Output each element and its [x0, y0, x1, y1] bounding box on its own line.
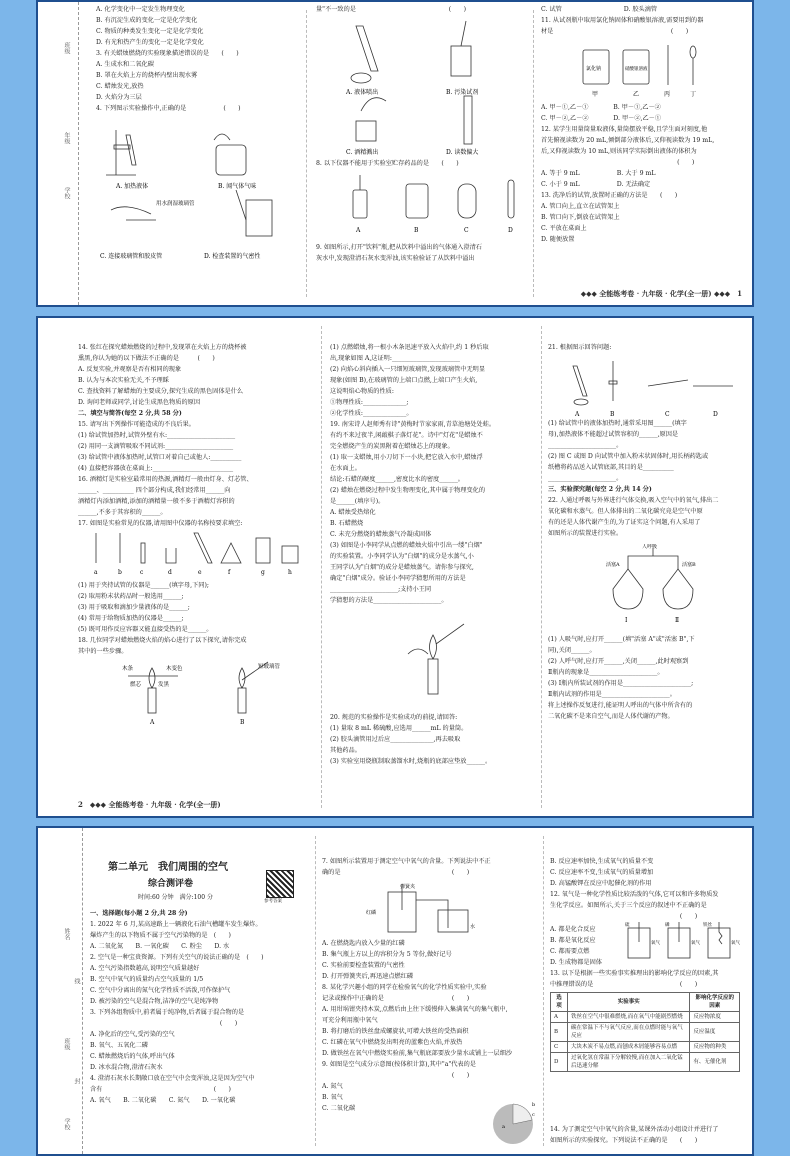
text-line: (2) 向焰心斜向插入一只细短玻璃管,发现玻璃管中无明显 — [330, 366, 486, 373]
text-line: D. 随便放置 — [541, 236, 575, 243]
page1-column-3-lower — [541, 102, 746, 245]
text-line: D. 高锰酸钾在反应中起催化剂的作用 — [550, 880, 652, 887]
text-line: B. 氧气 — [322, 1094, 343, 1101]
fig-label: Ⅱ — [675, 617, 680, 624]
text-line: 首先俯视读数为 20 mL,倾倒部分液体后,又仰视读数为 19 mL, — [541, 137, 715, 144]
text-line: 这说明焰心物质的性质: — [330, 388, 394, 395]
text-line: ①物理性质:______________; — [330, 399, 409, 406]
fig-label: 磷 — [665, 923, 670, 928]
section-heading: 二、填空与简答(每空 2 分,共 58 分) — [78, 410, 182, 417]
question-15: 15. 请写出下列操作可能造成的不良后果。 — [78, 421, 195, 428]
text-line: 其中的一些步骤。 — [78, 648, 128, 655]
text-line: 爆炸产生的以下物质不属于空气污染物的是 ( ) — [90, 932, 231, 939]
text-line: 生化学反应。如图所示,关于三个反应的叙述中不正确的是 — [550, 902, 707, 909]
binding-line — [78, 2, 79, 305]
text-line: B. 管口向下,倒放在试管架上 — [541, 214, 620, 221]
page2-column-2 — [330, 342, 535, 606]
text-line: (3) 用于吸取和滴加少量液体的是______; — [78, 604, 190, 611]
text-line: B. 集气瓶上方以上的容积分为 5 等份,做好记号 — [322, 951, 452, 958]
instr-label: c — [140, 569, 144, 576]
fig-label: 氧气 — [651, 941, 660, 946]
text-line: D. 打开弹簧夹后,再迅速点燃红磷 — [322, 973, 414, 980]
margin-label-school: 学校 — [63, 1118, 70, 1130]
text-line: 中推理错误的是 ( ) — [550, 981, 698, 988]
table-cell: 过氧化氢在常温下分解较慢,而在加入二氧化锰后迅速分解 — [568, 1053, 690, 1072]
bottle-label: 氯化钠 — [586, 66, 602, 72]
instr-label: d — [168, 569, 172, 576]
page2-column-2-lower — [330, 712, 535, 767]
option-label: B — [414, 227, 419, 234]
text-line: (1) 取一支蜡烛,用小刀切下一小块,把它放入水中,蜡烛浮 — [330, 454, 483, 461]
text-line: (1) 点燃蜡烛,将一根小木条迅速平放入火焰中,约 1 秒后取 — [330, 344, 489, 351]
table-row — [551, 1053, 740, 1072]
text-line: (1) 给试管加热时,试管外壁有水:______________________ — [78, 432, 236, 439]
text-line: 在水面上。 — [330, 465, 361, 472]
fig-label: 丁 — [690, 91, 697, 98]
text-line: 纸槽将药品送入试管底部,其目的是__________ — [548, 464, 674, 471]
question-16: 16. 酒精灯是实验室最常用的热源,酒精灯一般由灯身、灯芯管、 — [78, 476, 253, 483]
text-line: D. 询问老师或同学,讨论生成黑色物质的原因 — [78, 399, 201, 406]
bottle-label: 硝酸银溶液 — [625, 67, 648, 72]
column-separator — [541, 326, 542, 808]
text-line: ( ) — [550, 913, 698, 920]
text-line: A. 反复实验,并观察是否有相同的现象 — [78, 366, 182, 373]
fig-label: A — [150, 719, 155, 726]
question-21: 21. 根据图示回答问题: — [548, 344, 612, 351]
text-line: 二氧化碳不是来自空气,而是人体代谢的产物。 — [548, 713, 674, 720]
column-separator — [533, 10, 534, 297]
margin-label-name: 姓名 — [63, 928, 70, 940]
page1-column-2-lower — [316, 158, 526, 169]
fig-label: 氧气 — [731, 941, 740, 946]
text-line: 有的还是人体代谢产生的,为了证实这个问题,有人采用了 — [548, 519, 701, 526]
question-7: 7. 如图所示装置用于测定空气中氧气的含量。下列说法中不正 — [322, 858, 491, 865]
qr-label: 参考答案 — [264, 899, 282, 904]
text-line: 酒精灯内添加酒精,添加的酒精量一般不多于酒精灯容积的 — [78, 498, 235, 505]
text-line: A. 净化后的空气,受污染的空气 — [90, 1031, 175, 1038]
q18-candle-figure — [108, 658, 308, 728]
q11-reagent-figure — [578, 40, 718, 100]
fig-label: B — [240, 719, 245, 726]
fig-label: 发黑 — [158, 682, 170, 688]
option-label: D — [508, 227, 513, 234]
text-line: (2) 人呼气时,应打开______,关闭______,此时观察到 — [548, 658, 689, 665]
text-line: A. 等于 9 mL B. 大于 9 mL — [541, 170, 656, 177]
text-line: 其他药品。 — [330, 747, 361, 754]
fig-label: 甲 — [592, 91, 599, 98]
fig-label: Ⅰ — [625, 617, 628, 624]
text-line: ( ) — [90, 1020, 238, 1027]
text-line: C. 空气中分离出的氮气化学性质不活泼,可作保护气 — [90, 987, 231, 994]
text-line: A. 氮气 — [322, 1083, 343, 1090]
page1-column-2 — [316, 4, 526, 15]
text-line: 有约不来过夜半,闲敲棋子落灯花"。诗中"灯花"是蜡烛不 — [330, 432, 483, 439]
instr-label: a — [94, 569, 98, 576]
text-line: A. 用坩埚钳夹持木炭,点燃后由上往下缓慢伸入集满氧气的集气瓶中, — [322, 1006, 508, 1013]
margin-label-grade: 年级 — [63, 132, 70, 144]
page2-column-3-lower — [548, 634, 748, 722]
page2-column-1 — [78, 342, 313, 529]
question-4: 4. 澄清石灰水长期敞口放在空气中会变浑浊,这是因为空气中 — [90, 1075, 255, 1082]
table-cell: D — [551, 1053, 568, 1072]
page3-column-3-options — [550, 924, 750, 990]
text-line: 材是 ( ) — [541, 28, 689, 35]
table-row — [551, 1012, 740, 1023]
text-line: B. 认为与本次实验无关,不予理睬 — [78, 377, 169, 384]
text-line: A. 都是化合反应 — [550, 926, 596, 933]
q8-instruments-figure — [328, 170, 528, 240]
text-line: (3) 给试管中液体加热时,试管口对着自己或他人:__________ — [78, 454, 242, 461]
fig-label: 木条 — [122, 666, 134, 672]
text-line: (1) 人吸气时,应打开______(填"活塞 A"或"活塞 B",下 — [548, 636, 695, 643]
fig-label: 木变色 — [166, 666, 183, 672]
question-2: 2. 空气是一种宝贵资源。下列有关空气的说法正确的是 ( ) — [90, 954, 264, 961]
text-line: ______________________。 — [548, 475, 623, 482]
fig-label: B. 闻气体气味 — [218, 183, 257, 190]
text-line: (2) 胶头滴管用过后应______________,再去吸取 — [330, 736, 461, 743]
text-line: A. 蜡烛受热熔化 — [330, 509, 376, 516]
text-line: 学猜想的方法是______________________。 — [330, 597, 448, 604]
text-line: D. 有光和热产生的变化一定是化学变化 — [96, 39, 204, 46]
fig-label: A. 液体喷出 — [346, 89, 379, 96]
text-line: Ⅱ瓶内的现象是______________________。 — [548, 669, 664, 676]
text-line: (2) 取用粉末状药品时一般选用______; — [78, 593, 184, 600]
margin-label-seal: 封 — [73, 1078, 80, 1084]
text-line: C. 反应速率不变,生成氧气的质量增加 — [550, 869, 654, 876]
q9-air-composition-pie — [488, 1096, 538, 1148]
text-line: D. 被污染的空气是混合物,洁净的空气是纯净物 — [90, 998, 219, 1005]
fig-label: C. 酒精溅出 — [346, 149, 379, 156]
page1-column-3 — [541, 4, 746, 37]
question-22: 22. 人通过呼吸与外界进行气体交换,吸入空气中的氧气,排出二 — [548, 497, 719, 504]
text-line: (5) 既可用作反应容器又能直接受热的是______。 — [78, 626, 213, 633]
text-line: (2) 用同一支滴管吸取不同试剂:______________________ — [78, 443, 234, 450]
page3-column-2-lower — [322, 938, 537, 1114]
text-line: 现象(如图 B),在玻璃管的上端口点燃,上端口产生火焰, — [330, 377, 478, 384]
question-4: 4. 下列图示实验操作中,正确的是 ( ) — [96, 105, 241, 112]
column-separator — [543, 836, 544, 1146]
qr-code[interactable] — [266, 870, 294, 898]
text-line: 量"不一致的是 ( ) — [316, 6, 466, 13]
text-line: 灰水中,发现澄清石灰水变浑浊,该实验验证了从饮料中溢出 — [316, 255, 475, 262]
text-line: 完全燃烧产生的炭黑附着在蜡烛芯上的现象。 — [330, 443, 454, 450]
text-line: 记录或操作中正确的是 ( ) — [322, 995, 470, 1002]
text-line: 出,现象如图 A,这证明:______________________ — [330, 355, 461, 362]
text-line: 后,又仰视读数为 10 mL,则该同学实际倒出液体的体积为 — [541, 148, 697, 155]
text-line: (2) 图 C 或图 D 向试管中加入粉末状固体时,用长柄药匙或 — [548, 453, 709, 460]
test-title: 综合测评卷 — [148, 879, 194, 889]
margin-label-school: 学校 — [63, 187, 70, 199]
fig-label: 乙 — [633, 91, 640, 98]
text-line: C. 平放在桌面上 — [541, 225, 587, 232]
table-cell: 反应物浓度 — [690, 1012, 740, 1023]
q22-breathing-figure — [598, 544, 708, 626]
text-line: C. 未充分燃烧的蜡烛蒸气冷凝成固体 — [330, 531, 432, 538]
text-line: C. 小于 9 mL D. 无法确定 — [541, 181, 651, 188]
text-line: B. 空气中氧气的质量约占空气质量的 1/5 — [90, 976, 204, 983]
text-line: A. 化学变化中一定发生物理变化 — [96, 6, 185, 13]
question-9: 9. 如图所示,打开"饮料"瓶,把从饮料中溢出的气体通入澄清石 — [316, 244, 482, 251]
text-line: A. 生成水和二氧化碳 — [96, 61, 154, 68]
table-cell: 有、无催化剂 — [690, 1053, 740, 1072]
text-line: ______________________;支持小王同 — [330, 586, 432, 593]
text-line: B. 石蜡燃烧 — [330, 520, 364, 527]
q19-smoke-figure — [398, 614, 478, 704]
fig-label: 硫 — [625, 923, 630, 928]
text-line: (4) 常用于给物质加热的仪器是______; — [78, 615, 184, 622]
instr-label: b — [118, 569, 122, 576]
text-line: C. 查找资料了解蜡烛的主要成分,探究生成的黑色固体是什么 — [78, 388, 244, 395]
text-line: A. 氧气 B. 二氧化碳 C. 氮气 D. 一氧化碳 — [90, 1097, 236, 1104]
text-line: B. 将打磨后的铁丝盘成螺旋状,可增大铁丝的受热面积 — [322, 1028, 469, 1035]
question-8: 8. 某化学兴趣小组的同学在检验氧气的化学性质实验中,实验 — [322, 984, 487, 991]
text-line: D. 冰水混合物,澄清石灰水 — [90, 1064, 163, 1071]
text-line: 熏黑,你认为她的以下做法不正确的是 ( ) — [78, 355, 215, 362]
text-line: 王同学认为"白烟"的成分是蜡烛蒸气。请你参与探究, — [330, 564, 474, 571]
fig-label: 丙 — [664, 91, 671, 98]
fig-label: 红磷 — [366, 910, 377, 916]
pie-label: c — [532, 1112, 535, 1118]
text-line: (1) 用于夹持试管的仪器是______(填字母,下同); — [78, 582, 209, 589]
text-line: A. 在燃烧匙内放入少量的红磷 — [322, 940, 405, 947]
table-header: 选项 — [551, 993, 568, 1012]
page1-column-2-bottom — [316, 242, 526, 264]
text-line: Ⅱ瓶内试剂的作用是______________________。 — [548, 691, 676, 698]
text-line: A. 甲－①,乙－① B. 甲－①,乙－② — [541, 104, 661, 111]
text-line: 确的是 ( ) — [322, 869, 470, 876]
exam-page-3 — [36, 826, 754, 1156]
page-footer: ◆◆◆ 全能练考卷 · 九年级 · 化学(全一册) ◆◆◆ 1 — [580, 289, 742, 298]
text-line: C. 甲－②,乙－② D. 甲－②,乙－① — [541, 115, 662, 122]
text-line: ______________________。 — [548, 442, 623, 449]
option-label: A — [356, 227, 361, 234]
text-line: A. 二氧化氮 B. 一氧化碳 C. 粉尘 D. 水 — [90, 943, 230, 950]
page2-column-1-lower — [78, 580, 313, 657]
table-row — [551, 1042, 740, 1053]
question-20: 20. 规范的实验操作是实验成功的前提,请回答: — [330, 714, 458, 721]
fig-label: 活塞B — [682, 562, 696, 568]
text-line: (4) 直接把容器放在桌面上:__________________________ — [78, 465, 234, 472]
question-3: 3. 下列各组物质中,前者属于纯净物,后者属于混合物的是 — [90, 1009, 245, 1016]
text-line: ②化学性质:______________。 — [330, 410, 413, 417]
table-header: 影响化学反应的因素 — [690, 993, 740, 1012]
instr-label: e — [198, 569, 202, 576]
text-line: 是______(填序号)。 — [330, 498, 385, 505]
table-cell: 碳在常温下不与氧气反应,而在点燃时能与氧气反应 — [568, 1023, 690, 1042]
page2-column-3 — [548, 342, 748, 353]
fig-label: C. 连接玻璃管和胶皮管 — [100, 253, 163, 260]
table-cell: 反应温度 — [690, 1023, 740, 1042]
table-row — [551, 1023, 740, 1042]
text-line: 母),加热液体不能超过试管容积的______,原因是 — [548, 431, 679, 438]
table-cell: 铁丝在空气中很难燃烧,而在氧气中能剧烈燃烧 — [568, 1012, 690, 1023]
text-line: C. 实验前要检查装置的气密性 — [322, 962, 405, 969]
q13-table — [550, 992, 740, 1072]
text-line: 含有 ( ) — [90, 1086, 231, 1093]
question-17: 17. 如图是实验常见的仪器,请用图中仪器的名称按要求填空: — [78, 520, 243, 527]
text-line: (3) 如图是小李同学从点燃的蜡烛火焰中引出一缕"白烟" — [330, 542, 483, 549]
fig-label: 燃芯 — [130, 682, 142, 688]
text-line: ( ) — [322, 1072, 470, 1079]
pie-label: a — [502, 1124, 505, 1130]
fig-label: 弹簧夹 — [400, 884, 416, 890]
question-12: 12. 某学生用量筒量取液体,量筒摆放平稳,且学生面对刻度,他 — [541, 126, 708, 133]
fig-label: D. 检查装置的气密性 — [204, 253, 261, 260]
text-line: (2) 蜡烛在燃烧过程中发生物理变化,其中属于物理变化的 — [330, 487, 486, 494]
table-cell: 反应物的种类 — [690, 1042, 740, 1053]
text-line: (1) 给试管中的液体加热时,通常采用图______(填字 — [548, 420, 687, 427]
page-footer: 2 ◆◆◆ 全能练考卷 · 九年级 · 化学(全一册) — [78, 800, 221, 809]
fig-label: C — [665, 411, 670, 418]
text-line: B. 氧气、五氧化二磷 — [90, 1042, 148, 1049]
text-line: C. 都需要点燃 — [550, 948, 590, 955]
text-line: (3) 实验室用烧瓶制取蒸馏水时,烧瓶的底部应垫放______。 — [330, 758, 492, 765]
question-13: 13. 以下是根据一些实验事实推理出的影响化学反应的因素,其 — [550, 970, 719, 977]
fig-label: A. 加热液体 — [116, 183, 149, 190]
text-line: ______、__________ 四个部分构成,我们经常用______向 — [78, 487, 231, 494]
q4-operations-figure — [96, 120, 296, 270]
q7-operations-figure — [316, 16, 526, 156]
fig-label: 氧气 — [691, 941, 700, 946]
text-line: C. 物质的种类发生变化一定是化学变化 — [96, 28, 204, 35]
text-line: ( ) — [541, 159, 695, 166]
text-line: 的实验装置。小李同学认为"白烟"的成分是水蒸气,小 — [330, 553, 474, 560]
page3-column-2 — [322, 856, 537, 878]
question-18: 18. 几位同学对蜡烛燃烧火焰的焰心进行了以下探究,请你完成 — [78, 637, 247, 644]
text-line: D. 生成物都是固体 — [550, 959, 602, 966]
text-line: C. 蜡烛燃烧后的气体,呼出气体 — [90, 1053, 175, 1060]
text-line: C. 二氧化碳 — [322, 1105, 356, 1112]
question-19: 19. 南宋诗人赵师秀有诗"黄梅时节家家雨,青草池塘处处蛙。 — [330, 421, 496, 428]
question-13: 13. 洗净后的试管,放置时正确的方法是 ( ) — [541, 192, 678, 199]
binding-line — [82, 828, 83, 1154]
fig-label: 水 — [470, 924, 476, 930]
text-line: C. 蜡烛发光,放热 — [96, 83, 144, 90]
text-line: C. 试管 D. 胶头滴管 — [541, 6, 658, 13]
text-line: 氧化碳和水蒸气。但人体排出的二氧化碳究竟是空气中原 — [548, 508, 703, 515]
q7-apparatus-figure — [358, 880, 508, 938]
question-12: 12. 氧气是一种化学性质比较活泼的气体,它可以和许多物质发 — [550, 891, 719, 898]
column-separator — [315, 836, 316, 1146]
section-heading: 三、实验探究题(每空 2 分,共 14 分) — [548, 486, 652, 493]
text-line: (1) 量取 8 mL 稀硫酸,应选用______mL 的量筒。 — [330, 725, 468, 732]
table-header: 实验事实 — [568, 993, 690, 1012]
text-line: D. 做铁丝在氧气中燃烧实验前,集气瓶底部要放少量水或铺上一层细沙 — [322, 1050, 513, 1057]
question-9: 9. 如图是空气成分示意图(按体积计算),其中"a"代表的是 — [322, 1061, 476, 1068]
fig-label: 活塞A — [606, 562, 620, 568]
fig-label: 人呼吸 — [642, 544, 658, 550]
text-line: (3) Ⅰ瓶内所装试剂的作用是______________________; — [548, 680, 694, 687]
table-cell: C — [551, 1042, 568, 1053]
fig-label: B. 污染试剂 — [446, 89, 479, 96]
option-label: C — [464, 227, 469, 234]
exam-page-2 — [36, 316, 754, 818]
fig-label: D. 读数偏大 — [446, 149, 479, 156]
fig-label: 铁丝 — [703, 923, 712, 928]
fig-label: 用水润湿玻璃管 — [156, 201, 195, 207]
page1-column-1 — [96, 4, 296, 114]
text-line: 可充分利用瓶中氧气 — [322, 1017, 378, 1024]
text-line: B. 有沉淀生成的变化一定是化学变化 — [96, 17, 198, 24]
text-line: B. 罩在火焰上方的烧杯内壁出现水雾 — [96, 72, 198, 79]
text-line: 确定"白烟"成分。验证小李同学猜想所用的方法是 — [330, 575, 466, 582]
margin-label-class: 班级 — [63, 42, 70, 54]
fig-label: 短玻璃管 — [258, 664, 281, 670]
section-heading: 一、选择题(每小题 2 分,共 28 分) — [90, 910, 188, 917]
table-cell: B — [551, 1023, 568, 1042]
table-header-row — [551, 993, 740, 1012]
instr-label: h — [288, 569, 292, 576]
table-cell: 大块木炭不易点燃,而刨成木屑能够容易点燃 — [568, 1042, 690, 1053]
text-line: D. 火焰分为三层 — [96, 94, 142, 101]
instr-label: g — [261, 569, 265, 576]
text-line: 将上述操作反复进行,能证明人呼出的气体中所含有的 — [548, 702, 693, 709]
text-line: ______,不多于其容积的______。 — [78, 509, 167, 516]
page2-column-3-mid — [548, 418, 748, 539]
question-14: 14. 张红在探究蜡烛燃烧的过程中,发现罩在火焰上方的烧杯被 — [78, 344, 247, 351]
pie-label: b — [532, 1102, 536, 1108]
text-line: 如图所示的装置进行实验。 — [548, 530, 623, 537]
text-line: A. 管口向上,直立在试管架上 — [541, 203, 620, 210]
page3-column-3 — [550, 856, 750, 922]
column-separator — [321, 326, 322, 808]
q21-operations-figure — [553, 356, 743, 418]
column-separator — [306, 10, 307, 297]
text-line: C. 红磷在氧气中燃烧发出明亮的蓝紫色火焰,并放热 — [322, 1039, 463, 1046]
text-line: 结论:石蜡的硬度______,密度比水的密度______。 — [330, 476, 464, 483]
table-cell: A — [551, 1012, 568, 1023]
margin-label-class: 班级 — [63, 1038, 70, 1050]
q17-instruments-figure — [86, 528, 306, 578]
question-1: 1. 2022 年 6 月,某高速路上一辆液化石油气槽罐车发生爆炸。 — [90, 921, 262, 928]
text-line: B. 都是氧化反应 — [550, 937, 596, 944]
question-3: 3. 有关蜡烛燃烧的实验现象描述错误的是 ( ) — [96, 50, 239, 57]
question-14: 14. 为了测定空气中氧气的含量,某课外活动小组设计并进行了 — [550, 1126, 719, 1133]
page3-column-3-lower — [550, 1124, 750, 1146]
text-line: B. 反应速率加快,生成氧气的质量不变 — [550, 858, 654, 865]
exam-page-1 — [36, 0, 754, 307]
fig-label: B — [610, 411, 615, 418]
margin-label-line: 线 — [73, 978, 80, 984]
instr-label: f — [228, 569, 231, 576]
fig-label: A — [575, 411, 580, 418]
text-line: 同),关闭______。 — [548, 647, 596, 654]
text-line: A. 空气污染指数越高,说明空气质量越好 — [90, 965, 200, 972]
fig-label: D — [713, 411, 718, 418]
test-meta: 时间:60 分钟 满分:100 分 — [138, 894, 213, 901]
unit-title: 第二单元 我们周围的空气 — [108, 862, 228, 873]
page3-column-1 — [90, 908, 308, 1106]
text-line: 如图所示的实验探究。下列说法不正确的是 ( ) — [550, 1137, 698, 1144]
question-8: 8. 以下仪器不能用于实验室贮存药品的是 ( ) — [316, 160, 459, 167]
question-11: 11. 从试剂瓶中取用氯化钠固体和硝酸银溶液,需要用到的器 — [541, 17, 704, 24]
